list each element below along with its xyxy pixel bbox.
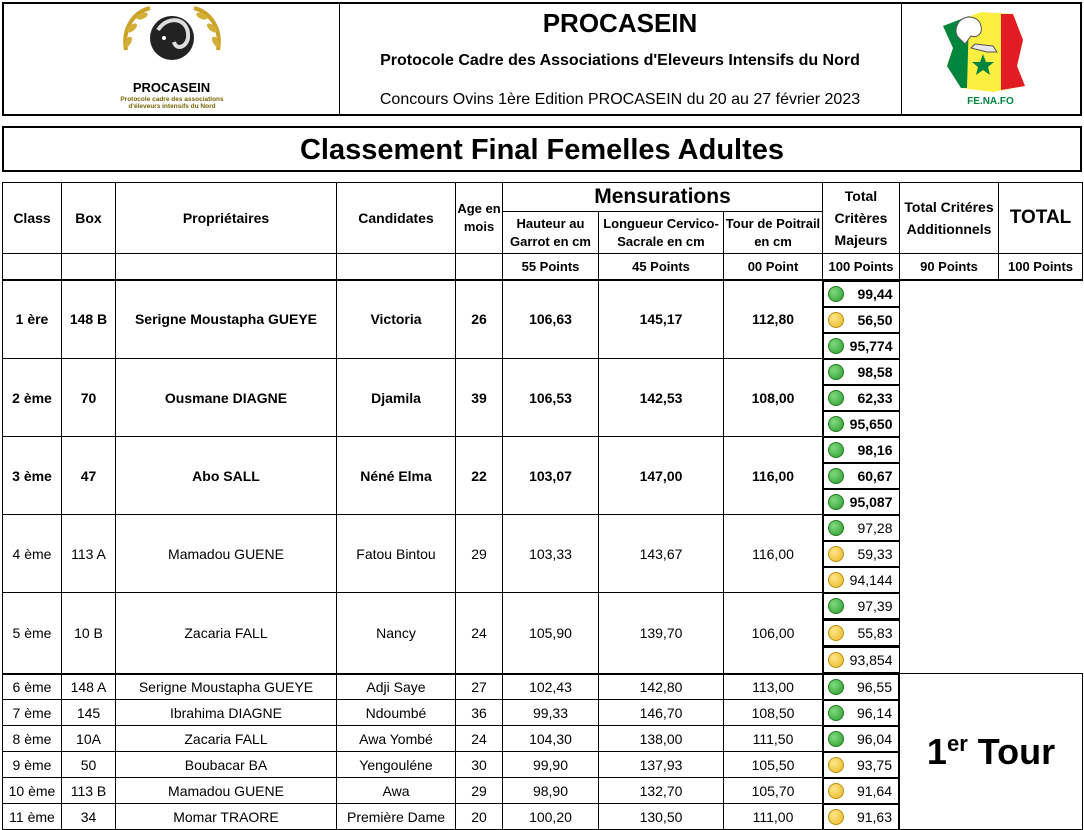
yellow-dot-icon (828, 546, 844, 562)
table-row (3, 515, 1083, 593)
candidate-cell: Nancy (337, 593, 456, 674)
owner-cell: Zacaria FALL (116, 593, 337, 674)
length-cell: 139,70 (599, 593, 724, 674)
box-cell: 10 B (62, 593, 116, 674)
col-total: TOTAL (999, 183, 1083, 254)
header-box (2, 2, 1082, 116)
length-cell: 130,50 (599, 804, 724, 830)
col-box: Box (62, 183, 116, 254)
total-cell (823, 647, 900, 674)
chest-cell: 111,00 (724, 804, 823, 830)
total-cell (823, 411, 900, 437)
candidate-cell: Néné Elma (337, 437, 456, 515)
col-candidates: Candidates (337, 183, 456, 254)
length-cell: 146,70 (599, 700, 724, 726)
height-cell: 106,63 (503, 280, 599, 359)
yellow-dot-icon (828, 783, 844, 799)
age-cell: 26 (456, 280, 503, 359)
candidate-cell: Fatou Bintou (337, 515, 456, 593)
tour-word: Tour (977, 730, 1056, 772)
major-value: 98,16 (857, 441, 893, 458)
header-subtitle: Protocole Cadre des Associations d'Eleveurs Intensifs du Nord (380, 52, 860, 69)
chest-cell: 105,50 (724, 752, 823, 778)
rank-cell: 7 ème (3, 700, 62, 726)
table-row (3, 674, 1083, 700)
rank-cell: 11 ème (3, 804, 62, 830)
total-cell (823, 333, 900, 359)
major-cell (823, 674, 899, 700)
owner-cell: Ibrahima DIAGNE (116, 700, 337, 726)
owner-cell: Serigne Moustapha GUEYE (116, 280, 337, 359)
green-dot-icon (828, 705, 844, 721)
major-cell (823, 700, 899, 726)
col-chest: Tour de Poitrail en cm (724, 212, 823, 254)
yellow-dot-icon (828, 572, 844, 588)
height-cell: 99,33 (503, 700, 599, 726)
candidate-cell: Yengouléne (337, 752, 456, 778)
major-cell (823, 593, 900, 620)
height-cell: 102,43 (503, 674, 599, 700)
owner-cell: Momar TRAORE (116, 804, 337, 830)
green-dot-icon (828, 286, 844, 302)
green-dot-icon (828, 520, 844, 536)
ranking-table (2, 182, 1083, 830)
major-cell (823, 804, 899, 830)
box-cell: 34 (62, 804, 116, 830)
box-cell: 148 A (62, 674, 116, 700)
additional-cell (823, 307, 900, 333)
age-cell: 22 (456, 437, 503, 515)
col-height-points: 55 Points (503, 254, 599, 280)
age-cell: 30 (456, 752, 503, 778)
major-value: 96,55 (856, 678, 892, 695)
table-row (3, 359, 1083, 437)
additional-value: 60,67 (857, 467, 893, 484)
additional-value: 59,33 (857, 545, 893, 562)
chest-cell: 108,50 (724, 700, 823, 726)
chest-cell: 116,00 (724, 515, 823, 593)
length-cell: 138,00 (599, 726, 724, 752)
green-dot-icon (828, 679, 844, 695)
box-cell: 113 A (62, 515, 116, 593)
green-dot-icon (828, 468, 844, 484)
tour-number: 1 (926, 730, 947, 772)
total-value: 95,650 (849, 415, 893, 432)
additional-cell (823, 620, 900, 647)
green-dot-icon (828, 364, 844, 380)
header-event: Concours Ovins 1ère Edition PROCASEIN du 20 au 27 février 2023 (379, 91, 861, 108)
chest-cell: 116,00 (724, 437, 823, 515)
procasein-logo-cell (4, 4, 340, 114)
col-chest-points: 00 Point (724, 254, 823, 280)
major-value: 99,44 (857, 285, 893, 302)
age-cell: 20 (456, 804, 503, 830)
owner-cell: Boubacar BA (116, 752, 337, 778)
green-dot-icon (828, 338, 844, 354)
major-cell (823, 281, 900, 307)
length-cell: 137,93 (599, 752, 724, 778)
owner-cell: Serigne Moustapha GUEYE (116, 674, 337, 700)
age-cell: 24 (456, 593, 503, 674)
rank-cell: 5 ème (3, 593, 62, 674)
col-major: Total Critères Majeurs (823, 183, 900, 254)
major-value: 98,58 (857, 363, 893, 380)
additional-cell (823, 385, 900, 411)
major-value: 93,75 (856, 756, 892, 773)
major-value: 97,39 (857, 597, 893, 614)
additional-cell (823, 541, 900, 567)
rank-cell: 3 ème (3, 437, 62, 515)
col-additional: Total Critéres Additionnels (900, 183, 999, 254)
yellow-dot-icon (828, 652, 844, 668)
total-value: 93,854 (849, 651, 893, 668)
additional-value: 62,33 (857, 389, 893, 406)
box-cell: 47 (62, 437, 116, 515)
major-cell (823, 726, 899, 752)
header-center (339, 4, 902, 114)
chest-cell: 113,00 (724, 674, 823, 700)
col-total-points: 100 Points (999, 254, 1083, 280)
chest-cell: 111,50 (724, 726, 823, 752)
additional-cell (823, 463, 900, 489)
yellow-dot-icon (828, 809, 844, 825)
box-cell: 113 B (62, 778, 116, 804)
height-cell: 103,07 (503, 437, 599, 515)
green-dot-icon (828, 494, 844, 510)
length-cell: 142,80 (599, 674, 724, 700)
owner-cell: Abo SALL (116, 437, 337, 515)
col-height: Hauteur au Garrot en cm (503, 212, 599, 254)
chest-cell: 108,00 (724, 359, 823, 437)
owner-cell: Mamadou GUENE (116, 778, 337, 804)
col-class: Class (3, 183, 62, 254)
green-dot-icon (828, 390, 844, 406)
length-cell: 145,17 (599, 280, 724, 359)
green-dot-icon (828, 442, 844, 458)
col-owners: Propriétaires (116, 183, 337, 254)
age-cell: 24 (456, 726, 503, 752)
major-value: 97,28 (857, 519, 893, 536)
major-cell (823, 752, 899, 778)
major-cell (823, 515, 900, 541)
total-cell (823, 567, 900, 593)
major-value: 91,63 (856, 808, 892, 825)
major-value: 96,14 (856, 704, 892, 721)
height-cell: 100,20 (503, 804, 599, 830)
rank-cell: 9 ème (3, 752, 62, 778)
major-value: 91,64 (856, 782, 892, 799)
table-row (3, 280, 1083, 359)
height-cell: 98,90 (503, 778, 599, 804)
chest-cell: 105,70 (724, 778, 823, 804)
height-cell: 105,90 (503, 593, 599, 674)
major-cell (823, 778, 899, 804)
owner-cell: Zacaria FALL (116, 726, 337, 752)
candidate-cell: Première Dame (337, 804, 456, 830)
table-row (3, 437, 1083, 515)
age-cell: 36 (456, 700, 503, 726)
candidate-cell: Ndoumbé (337, 700, 456, 726)
height-cell: 104,30 (503, 726, 599, 752)
age-cell: 29 (456, 515, 503, 593)
fenafo-logo-cell (901, 4, 1080, 114)
col-mensurations: Mensurations (503, 183, 823, 212)
rank-cell: 10 ème (3, 778, 62, 804)
candidate-cell: Djamila (337, 359, 456, 437)
fenafo-logo-text: FE.NA.FO (967, 96, 1014, 107)
tour-suffix: er (946, 730, 968, 756)
owner-cell: Ousmane DIAGNE (116, 359, 337, 437)
page-title: Classement Final Femelles Adultes (2, 126, 1082, 172)
green-dot-icon (828, 598, 844, 614)
candidate-cell: Awa (337, 778, 456, 804)
procasein-logo-tagline: Protocole cadre des associations d'éleveurs intensifs du Nord (120, 96, 224, 110)
age-cell: 39 (456, 359, 503, 437)
yellow-dot-icon (828, 625, 844, 641)
total-value: 95,774 (849, 337, 893, 354)
table-row (3, 593, 1083, 674)
additional-value: 55,83 (857, 624, 893, 641)
owner-cell: Mamadou GUENE (116, 515, 337, 593)
rank-cell: 1 ère (3, 280, 62, 359)
major-value: 96,04 (856, 730, 892, 747)
col-length: Longueur Cervico-Sacrale en cm (599, 212, 724, 254)
rank-cell: 4 ème (3, 515, 62, 593)
box-cell: 70 (62, 359, 116, 437)
height-cell: 103,33 (503, 515, 599, 593)
additional-value: 56,50 (857, 311, 893, 328)
age-cell: 27 (456, 674, 503, 700)
major-cell (823, 359, 900, 385)
height-cell: 99,90 (503, 752, 599, 778)
green-dot-icon (828, 416, 844, 432)
candidate-cell: Victoria (337, 280, 456, 359)
col-age: Age en mois (456, 183, 503, 254)
rank-cell: 8 ème (3, 726, 62, 752)
header-title: PROCASEIN (542, 8, 698, 38)
age-cell: 29 (456, 778, 503, 804)
rank-cell: 2 ème (3, 359, 62, 437)
length-cell: 147,00 (599, 437, 724, 515)
length-cell: 143,67 (599, 515, 724, 593)
yellow-dot-icon (828, 312, 844, 328)
col-major-points: 100 Points (823, 254, 900, 280)
length-cell: 142,53 (599, 359, 724, 437)
total-value: 95,087 (849, 493, 893, 510)
candidate-cell: Awa Yombé (337, 726, 456, 752)
yellow-dot-icon (828, 757, 844, 773)
col-additional-points: 90 Points (900, 254, 999, 280)
rank-cell: 6 ème (3, 674, 62, 700)
total-cell (823, 489, 900, 515)
height-cell: 106,53 (503, 359, 599, 437)
chest-cell: 106,00 (724, 593, 823, 674)
length-cell: 132,70 (599, 778, 724, 804)
col-length-points: 45 Points (599, 254, 724, 280)
box-cell: 148 B (62, 280, 116, 359)
box-cell: 50 (62, 752, 116, 778)
box-cell: 145 (62, 700, 116, 726)
chest-cell: 112,80 (724, 280, 823, 359)
procasein-logo-text: PROCASEIN (132, 80, 211, 95)
major-cell (823, 437, 900, 463)
tour-label (900, 674, 1083, 830)
candidate-cell: Adji Saye (337, 674, 456, 700)
box-cell: 10A (62, 726, 116, 752)
total-value: 94,144 (849, 571, 893, 588)
green-dot-icon (828, 731, 844, 747)
